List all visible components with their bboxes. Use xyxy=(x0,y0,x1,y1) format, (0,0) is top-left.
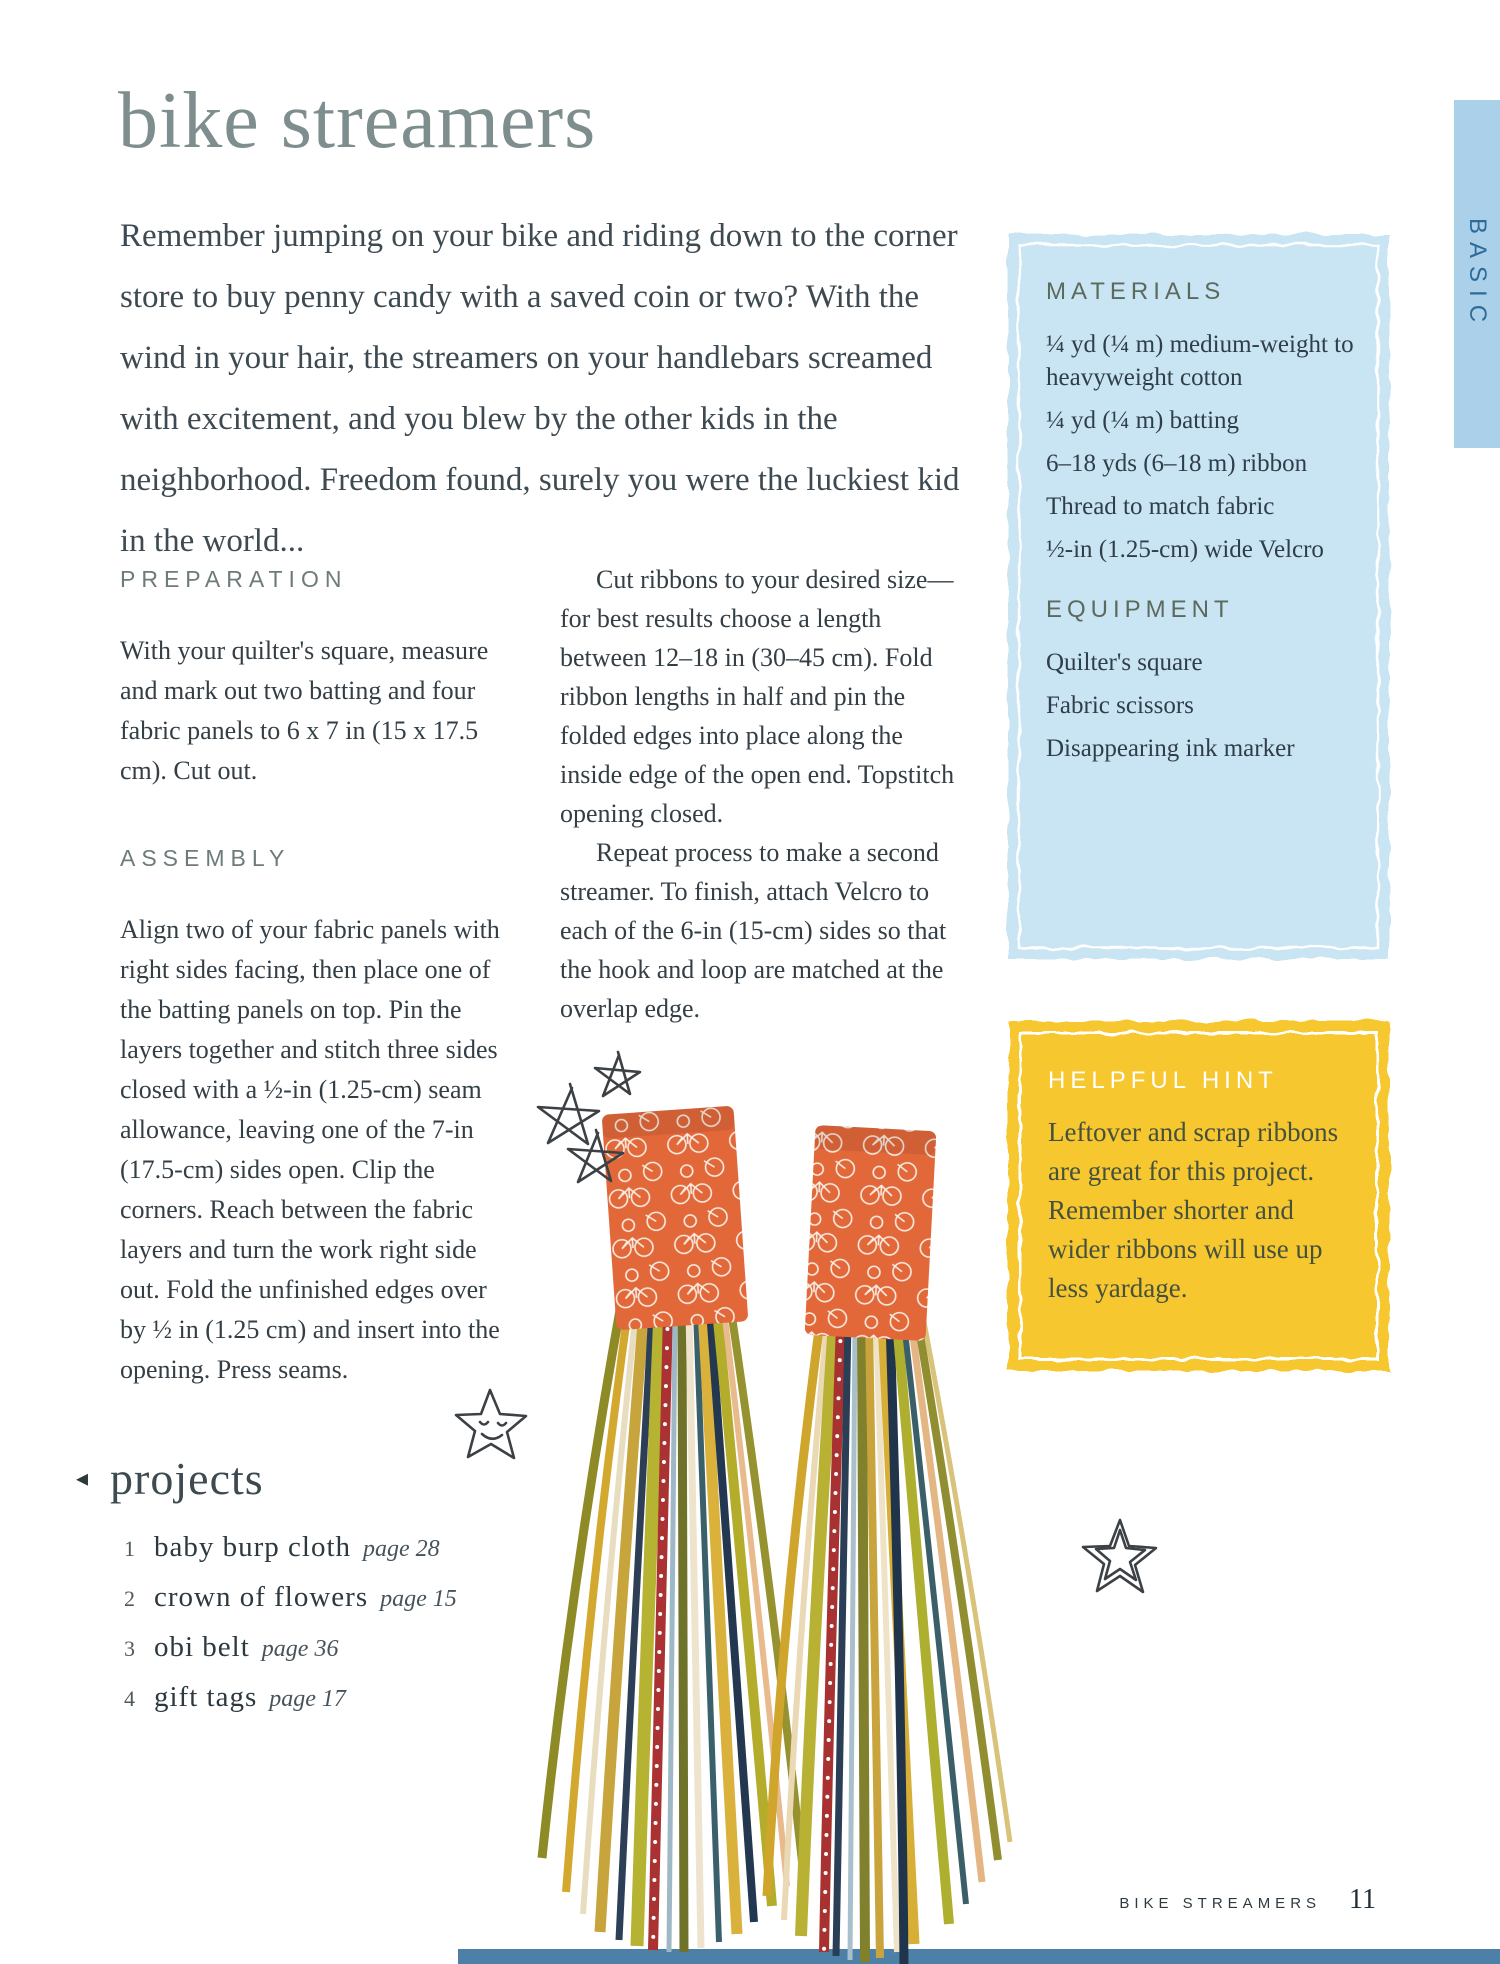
star-face-features xyxy=(480,1422,506,1439)
page-title: bike streamers xyxy=(118,77,597,165)
project-title: baby burp cloth xyxy=(154,1531,352,1563)
star-doodle xyxy=(538,1084,599,1144)
assembly-text: Align two of your fabric panels with right sides facing, then place one of the batting panels on top. Pin the layers together and stitch three sides closed with a ½-in (1.25-cm) seam allowance, leaving one of the 7-in (17.5-cm) sides open. Clip the corners. Reach between the fabric layers and turn the work right side out. Fold the unfinished edges over by ½ in (1.25 cm) and insert into the opening. Press seams. xyxy=(120,915,500,1384)
project-number: 1 xyxy=(124,1536,135,1561)
project-page-ref: page 17 xyxy=(269,1686,346,1712)
equipment-item: Quilter's square xyxy=(1046,649,1203,676)
preparation-heading: PREPARATION xyxy=(120,566,348,592)
right-streamer-sleeve xyxy=(805,1125,937,1341)
hint-text: Leftover and scrap ribbons are great for this project. Remember shorter and wider ribbons will use up less yardage. xyxy=(1048,1117,1339,1303)
page-number: 11 xyxy=(1349,1884,1376,1915)
intro-paragraph: Remember jumping on your bike and riding down to the corner store to buy penny candy with a saved coin or two? With the wind in your hair, the streamers on your handlebars screamed with excitement, and you blew by the other kids in the neighborhood. Freedom found, surely you were the luckiest kid in the world... xyxy=(120,218,960,559)
project-page-ref: page 15 xyxy=(380,1586,457,1612)
project-item xyxy=(124,1581,457,1614)
star-face-doodle xyxy=(456,1390,526,1458)
material-item: ¼ yd (¼ m) batting xyxy=(1046,407,1240,434)
project-title: obi belt xyxy=(154,1631,250,1663)
basic-tab xyxy=(1454,100,1500,448)
basic-tab-label: BASIC xyxy=(1464,217,1491,331)
equipment-list xyxy=(1046,646,1357,765)
project-item xyxy=(124,1531,457,1564)
equipment-heading: EQUIPMENT xyxy=(1046,596,1234,623)
project-number: 3 xyxy=(124,1636,135,1661)
instructions-paragraph-1: Cut ribbons to your desired size—for best results choose a length between 12–18 in (30–45 cm). Fold ribbon lengths in half and pin the folded edges into place along the inside edge of the open end. Topstitch opening closed. xyxy=(560,565,955,828)
project-number: 4 xyxy=(124,1686,135,1711)
material-item: 6–18 yds (6–18 m) ribbon xyxy=(1046,450,1308,477)
left-arrow-icon: ◂ xyxy=(76,1465,89,1492)
left-streamer-ribbons xyxy=(542,1310,802,1952)
project-item xyxy=(124,1631,457,1664)
footer-running-head: BIKE STREAMERS xyxy=(1119,1895,1322,1912)
material-item: ½-in (1.25-cm) wide Velcro xyxy=(1046,536,1324,563)
hint-heading: HELPFUL HINT xyxy=(1048,1067,1278,1094)
projects-section xyxy=(76,1452,457,1731)
project-title: crown of flowers xyxy=(154,1581,369,1613)
assembly-heading: ASSEMBLY xyxy=(120,845,291,871)
project-item xyxy=(124,1681,457,1714)
left-streamer-sleeve xyxy=(602,1106,749,1331)
right-streamer-ribbons xyxy=(767,1322,1010,1964)
instructions-paragraph-2: Repeat process to make a second streamer. To finish, attach Velcro to each of the 6-in (15-cm) sides so that the hook and loop are matched at the overlap edge. xyxy=(560,838,947,1023)
projects-heading: projects xyxy=(110,1453,264,1504)
material-item: Thread to match fabric xyxy=(1046,493,1275,520)
projects-list xyxy=(124,1531,457,1714)
equipment-item: Fabric scissors xyxy=(1046,692,1194,719)
material-item: ¼ yd (¼ m) medium-weight to heavyweight cotton xyxy=(1046,331,1354,391)
project-page-ref: page 28 xyxy=(363,1536,440,1562)
preparation-text: With your quilter's square, measure and mark out two batting and four fabric panels to 6 x 7 in (15 x 17.5 cm). Cut out. xyxy=(120,636,489,785)
project-page-ref: page 36 xyxy=(261,1636,339,1662)
streamers-photo xyxy=(420,1030,1200,1964)
project-number: 2 xyxy=(124,1586,135,1611)
instructions-column xyxy=(560,560,956,1028)
page-footer xyxy=(1119,1884,1376,1916)
materials-box xyxy=(1002,228,1395,965)
materials-list xyxy=(1046,328,1357,566)
materials-heading: MATERIALS xyxy=(1046,278,1226,305)
equipment-item: Disappearing ink marker xyxy=(1046,735,1295,762)
star-doodle xyxy=(595,1052,640,1096)
project-title: gift tags xyxy=(154,1681,258,1713)
